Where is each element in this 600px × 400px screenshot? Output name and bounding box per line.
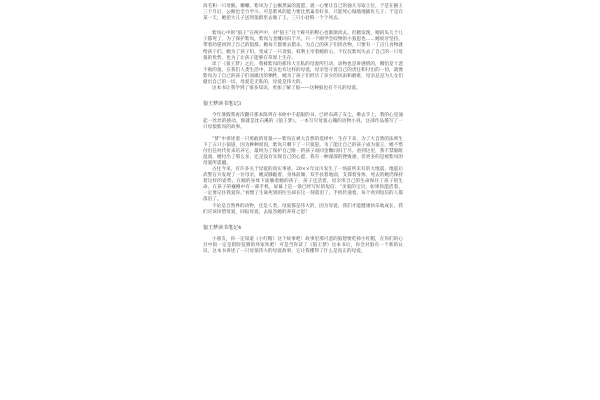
- paragraph: 不论是自然界的动物，还是人类，母爱都是伟大的，因为母爱，我们才能健康快乐地成长，我们应该珍惜母爱，回报母爱，去报答她的养育之恩！: [203, 203, 403, 215]
- document-body: [203, 4, 403, 255]
- section-heading: 狼王梦读书笔记3: [203, 101, 242, 108]
- paragraph: 小朋友，你一定知道《小红帽》这个故事吧！故事里那可恶的狼想要吃掉小红帽，在你们的心目中狼一定是阴险狡猾的坏家伙吧！可是当你读了《狼王梦》这本书后，你会对狼有一个新的认识，这本书讲述了一只母狼伟大的母爱故事，它让我懂得了什么是真正的母爱。: [203, 236, 403, 254]
- paragraph: 读了《狼王梦》之后，我被紫岚的那伟大无私的母爱所打动，动物也是讲感情的，哪怕是十恶不赦的狼，在我们人类生活中，其实也有这样的母爱，母亲坚守着自己的责任和付出的一切，就像紫岚为了自己的孩子们而做出的牺牲，她为了孩子们经历了多少的风雨和磨难，母亲总是为儿女们献出自己的一切，母爱是无私的，母爱是伟大的。: [203, 61, 403, 86]
- paragraph: 这本书让我学到了很多知识，更加了解了狼——这种狼也有不凡的母爱。: [212, 86, 361, 92]
- paragraph: 紫岚心中的“狼王”在两声中，对“狼王”这个称号的野心也渐渐淡去。但她发现，她的头几个儿子都死了，为了保护紫岚，紫岚与金雕同归于尽，只一个刚学会咬物的小狼崽也……她咬牙坚持，带着幼崽回到了自己的狼群。她每天都要去猎杀，为自己的孩子们找食物，只要有一丁点儿食物就给孩子们，她为了孩子们，变成了一只贪狼，权利主宰着她的心，不仅仅紫岚失去了自己的一只母狼的优势，也为了让孩子能够在草原上生存。: [203, 31, 403, 61]
- paragraph: 高毛和一只母猴。姗姗。紫凤为了公猴黑巢的遗愿，就一心要让自己的独儿夺取王位，于是在猴王三个月后，公猴也全力学斗。可是紫凤的能力要比黑巢差好多，只能死心塌地地辅佐儿子；于是在某一天，她把大儿子送到狼群里去做了王，三只小豺狗一个个死去。: [203, 4, 403, 22]
- paragraph: 古往今来，有许多关于母爱的真实事迹。20××年汶川发生了一场前所未有的大地震，地震后武警官兵发现了一位母亲，她双膝跪着，身体前倾，双手扶着地面，支撑着身体，死去的她仍保持着这样的姿势，在她的身体下面躺着她的孩子，孩子还活着，母亲用自己的生命保住了孩子的生命。在孩子的襁褓中有一部手机，屏幕上是一条已经写好的短信：“亲爱的宝贝，如果你能活着，一定要记住我爱你。”看惯了生离死别的医生却在这一刻落泪了，手机传递着，每个看到短信的人都落泪了。: [203, 166, 403, 203]
- section-heading: 狼王梦读书笔记4: [203, 224, 242, 231]
- paragraph: “梦”中讲述着一只勇敢的母狼——紫岚在被大自然的选择中，生存下来，为了大自然的法则生下了五只小狼崽，因为种种原因，紫岚只剩下了一只狼崽。为了能让自己的孩子成为狼王，她不惜付出任何代价来培养它，最终为了保护自己唯一的孩子而同金雕同归于尽。看到这里，我不禁眼眶湿润，她付出了那么多，还是没有实现自己的心愿，我有一种深深的挫败感，但更多的是被紫岚的母爱所震撼。: [203, 136, 403, 166]
- paragraph: 今年暑假我再次翻开那本陈列在书柜中不起眼的书，已经布满了灰尘，拂去手上，我的心里涌起一丝丝的感动，那就是沈石溪的《狼王梦》。一本写尽母狼心魄的动物小说，这部作品描写了一只母狼紫岚的故事。: [203, 113, 403, 131]
